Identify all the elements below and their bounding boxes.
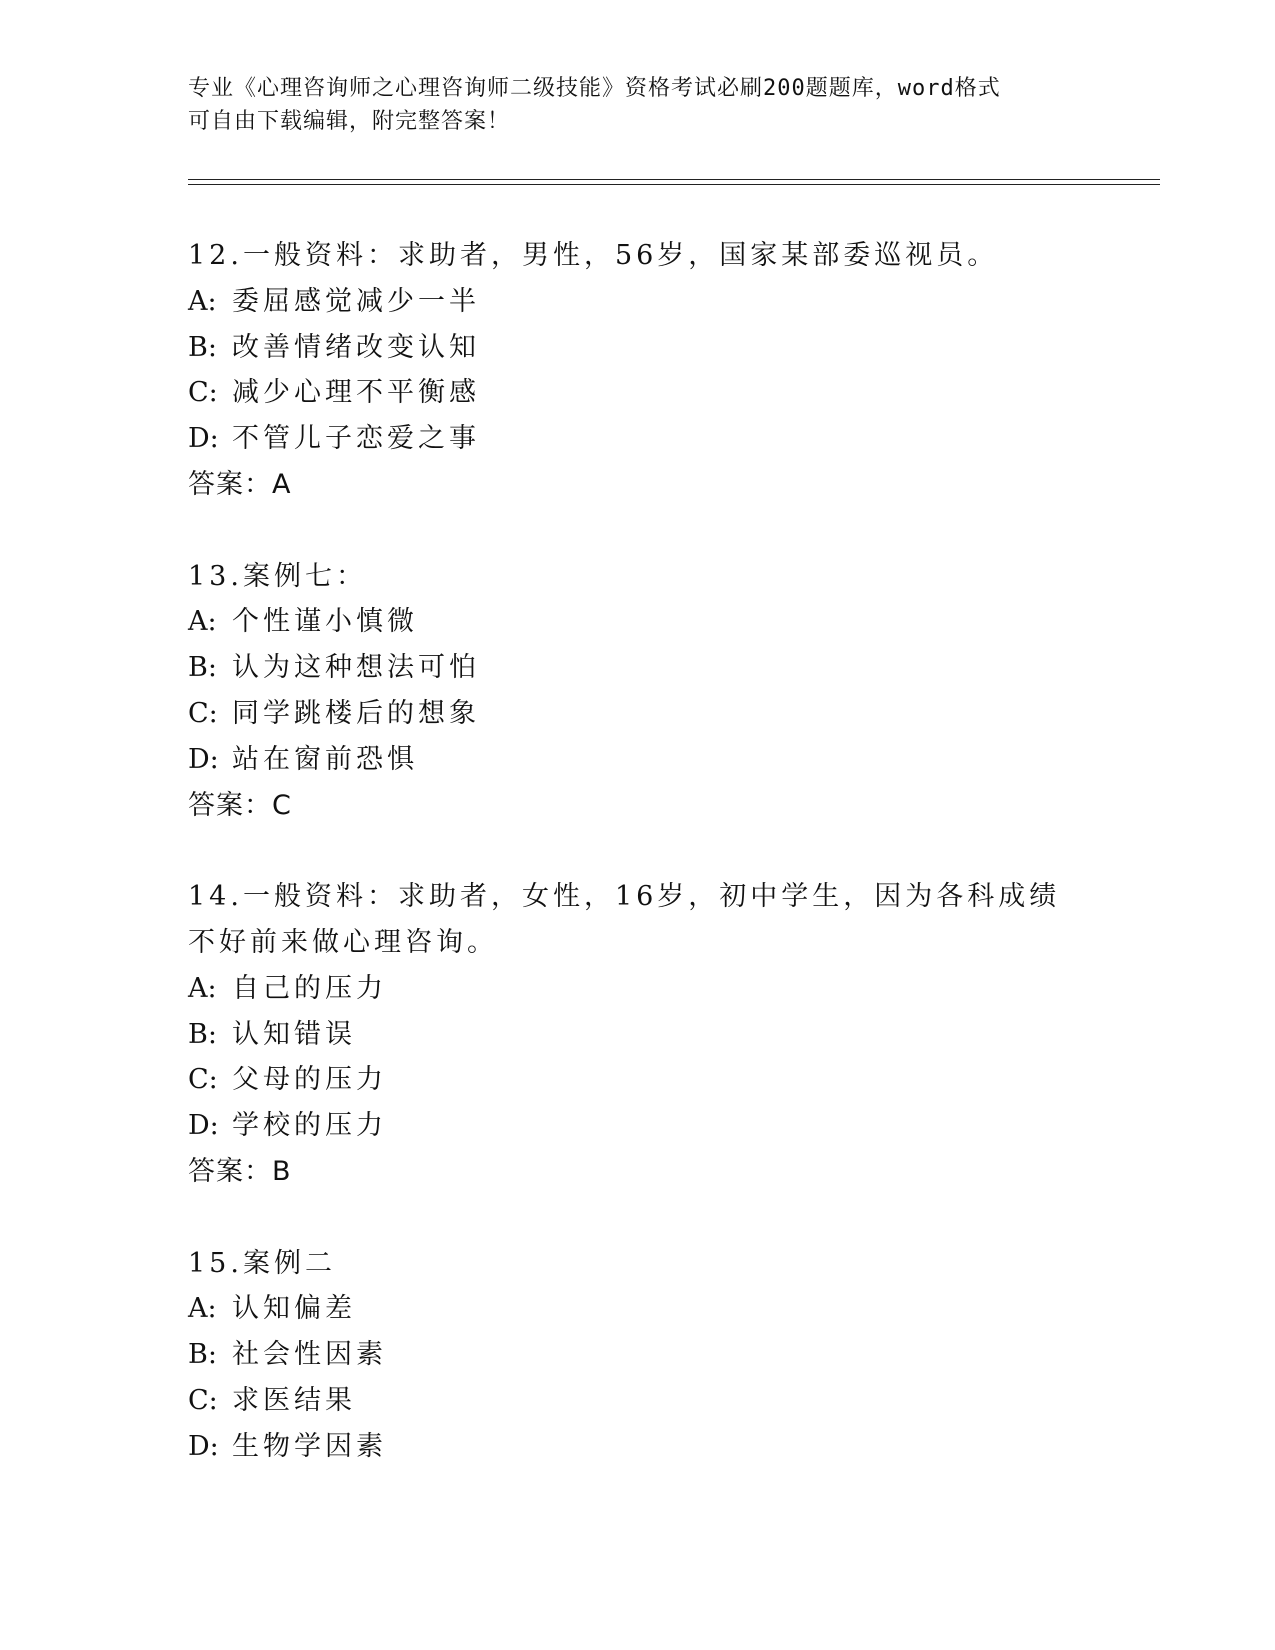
option-a [188, 599, 1088, 645]
document-header [188, 72, 1088, 138]
option-d [188, 737, 1088, 783]
option-b [188, 645, 1088, 691]
question-stem: 15.案例二 [188, 1247, 336, 1279]
question-stem: 14.一般资料：求助者，女性，16岁，初中学生，因为各科成绩不好前来做心理咨询。 [188, 881, 1061, 958]
option-key: B: [188, 1018, 217, 1050]
option-c [188, 691, 1088, 737]
answer-line: 答案：C [188, 789, 292, 821]
answer-line: 答案：B [188, 1155, 292, 1187]
option-key: A: [188, 606, 217, 638]
option-a [188, 1286, 1088, 1332]
header-divider-bottom [188, 184, 1160, 185]
option-text: 同学跳楼后的想象 [232, 697, 480, 729]
option-b [188, 325, 1088, 371]
option-key: B: [188, 1339, 217, 1371]
option-text: 个性谨小慎微 [232, 606, 418, 638]
option-key: C: [188, 1384, 218, 1416]
option-a [188, 966, 1088, 1012]
option-text: 站在窗前恐惧 [232, 743, 418, 775]
option-key: D: [188, 1430, 219, 1462]
option-a [188, 279, 1088, 325]
option-key: D: [188, 423, 219, 455]
question-13 [188, 554, 1088, 829]
option-c [188, 1057, 1088, 1103]
option-key: A: [188, 1293, 217, 1325]
option-text: 学校的压力 [232, 1110, 387, 1142]
option-d [188, 1103, 1088, 1149]
option-key: D: [188, 743, 219, 775]
option-text: 减少心理不平衡感 [232, 377, 480, 409]
option-text: 改善情绪改变认知 [232, 331, 480, 363]
question-12 [188, 233, 1088, 508]
option-b [188, 1332, 1088, 1378]
option-text: 社会性因素 [232, 1339, 387, 1371]
option-text: 父母的压力 [232, 1064, 387, 1096]
option-b [188, 1012, 1088, 1058]
option-key: B: [188, 331, 217, 363]
option-key: A: [188, 972, 217, 1004]
option-key: D: [188, 1110, 219, 1142]
option-text: 认知偏差 [232, 1293, 356, 1325]
question-stem: 13.案例七： [188, 560, 367, 592]
option-key: A: [188, 285, 217, 317]
option-text: 生物学因素 [232, 1430, 387, 1462]
option-text: 认为这种想法可怕 [232, 652, 480, 684]
option-text: 自己的压力 [232, 972, 387, 1004]
question-14 [188, 874, 1088, 1195]
option-text: 不管儿子恋爱之事 [232, 423, 480, 455]
option-text: 求医结果 [232, 1384, 356, 1416]
answer-line: 答案：A [188, 468, 292, 500]
option-d [188, 1424, 1088, 1470]
option-c [188, 370, 1088, 416]
option-key: B: [188, 652, 217, 684]
option-c [188, 1378, 1088, 1424]
option-key: C: [188, 377, 218, 409]
question-15 [188, 1241, 1088, 1470]
option-text: 认知错误 [232, 1018, 356, 1050]
question-stem: 12.一般资料：求助者，男性，56岁，国家某部委巡视员。 [188, 240, 999, 271]
question-list [188, 233, 1088, 1470]
option-text: 委屈感觉减少一半 [232, 285, 480, 317]
option-d [188, 416, 1088, 462]
option-key: C: [188, 697, 218, 729]
header-title-line-1: 专业《心理咨询师之心理咨询师二级技能》资格考试必刷200题题库，word格式 [188, 76, 1001, 101]
option-key: C: [188, 1064, 218, 1096]
header-divider-top [188, 179, 1160, 180]
header-title-line-2: 可自由下载编辑，附完整答案！ [188, 109, 511, 134]
